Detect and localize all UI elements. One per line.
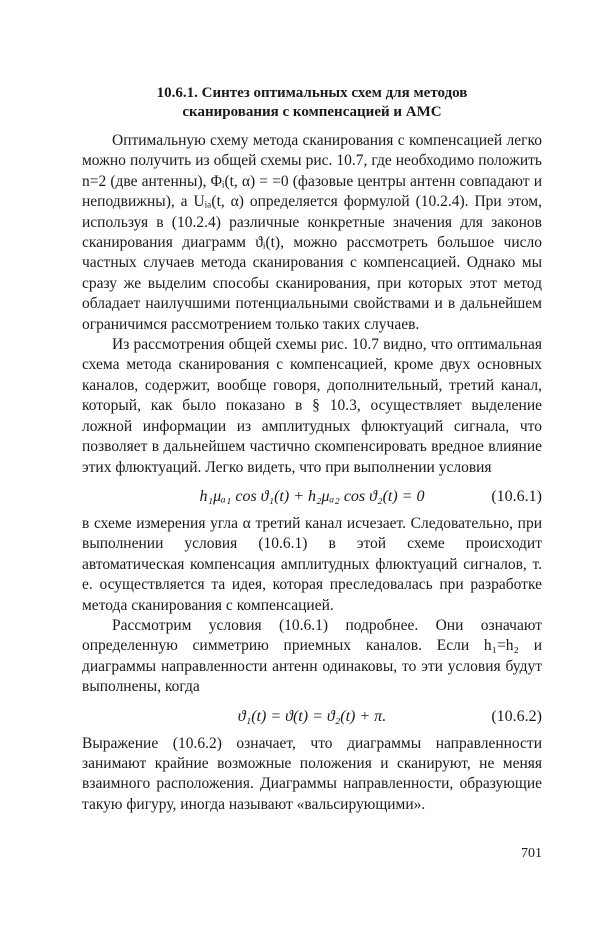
equation-10-6-1-expression: h₁μₐ₁ cos ϑ₁(t) + h₂μₐ₂ cos ϑ₂(t) = 0: [199, 487, 425, 505]
equation-10-6-2: [82, 702, 542, 732]
equation-10-6-2-expression: ϑ₁(t) = ϑ(t) = ϑ₂(t) + π.: [237, 707, 387, 725]
page-content: [82, 84, 542, 861]
paragraph-4: Рассмотрим условия (10.6.1) подробнее. Они означают определенную симметрию приемных каналов. Если h₁=h₂ и диаграммы направленности антенн одинаковы, то эти условия будут выполнены, когда: [82, 616, 542, 696]
page-number: 701: [521, 846, 542, 861]
section-heading-line-1: 10.6.1. Синтез оптимальных схем для методов: [156, 85, 468, 101]
equation-10-6-2-number: (10.6.2): [491, 707, 542, 725]
paragraph-1: Оптимальную схему метода сканирования с компенсацией легко можно получить из общей схемы рис. 10.7, где необходимо положить n=2 (две антенны), Φᵢ(t, α) = =0 (фазовые центры антенн совпадают и неподвижны), а Uᵢₐ(t, α) определяется формулой (10.2.4). При этом, используя в (10.2.4) различные конкретные значения для законов сканирования диаграмм ϑᵢ(t), можно рассмотреть большое число частных случаев метода сканирования с компенсацией. Однако мы сразу же выделим способы сканирования, при которых этот метод обладает наилучшими потенциальными свойствами и в дальнейшем ограничимся рассмотрением только таких случаев.: [82, 132, 542, 333]
paragraph-3: в схеме измерения угла α третий канал исчезает. Следовательно, при выполнении условия (10.6.1) в этой схеме происходит автоматическая компенсация амплитудных флюктуаций сигналов, т. е. осуществляется та идея, которая преследовалась при разработке метода сканирования с компенсацией.: [82, 514, 542, 614]
paragraph-5: Выражение (10.6.2) означает, что диаграммы направленности занимают крайние возможные положения и сканируют, не меняя взаимного расположения. Диаграммы направленности, образующие такую фигуру, иногда называют «вальсирующими».: [82, 734, 542, 813]
equation-10-6-1-number: (10.6.1): [491, 487, 542, 505]
section-heading: [82, 84, 542, 122]
paragraph-2: Из рассмотрения общей схемы рис. 10.7 видно, что оптимальная схема метода сканирования с компенсацией, кроме двух основных каналов, содержит, вообще говоря, дополнительный, третий канал, который, как было показано в § 10.3, осуществляет выделение ложной информации из амплитудных флюктуаций сигнала, что позволяет в дальнейшем частично скомпенсировать вредное влияние этих флюктуаций. Легко видеть, что при выполнении условия: [82, 336, 542, 476]
section-heading-line-2: сканирования с компенсацией и АМС: [182, 104, 442, 120]
equation-10-6-1: [82, 482, 542, 512]
